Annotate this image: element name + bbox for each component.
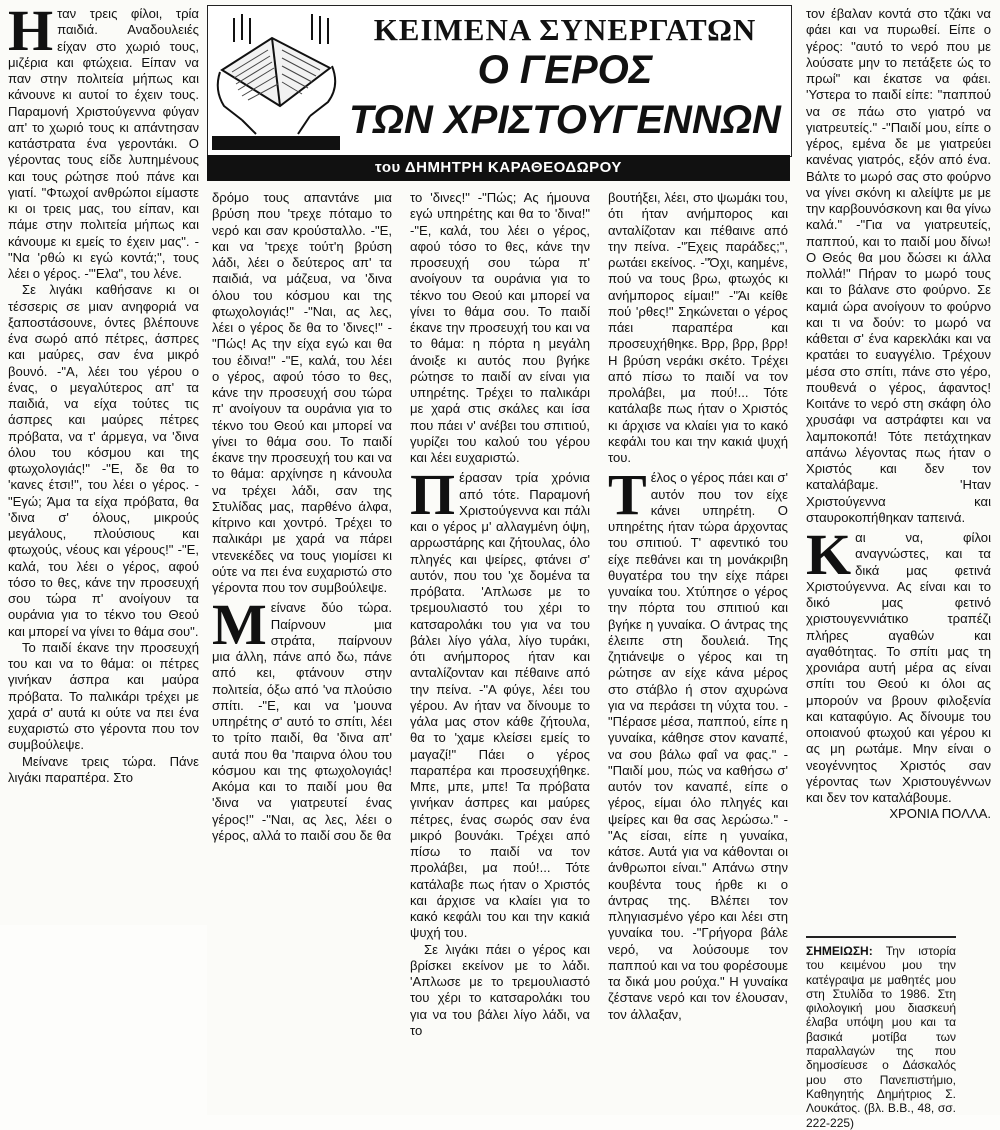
dropcap: Π	[410, 462, 456, 528]
column-2	[212, 190, 392, 844]
paragraph: Μείνανε τρεις τώρα. Πάνε λιγάκι παραπέρα. Στο	[8, 753, 199, 785]
article-title-line1: Ο ΓΕΡΟΣ	[477, 48, 653, 92]
article-title-line2: ΤΩΝ ΧΡΙΣΤΟΥΓΕΝΝΩΝ	[349, 98, 781, 142]
note-reference: (βλ. Β.Β., 48, σσ. 222-225)	[806, 1101, 956, 1130]
paragraph: Σε λιγάκι καθήσανε κι οι τέσσερις σε μιαν ανηφοριά να ξαποστάσουνε, όντες βλέπουνε ένα σωρό από πέτρες, άσπρες και μαύρες, σαν ένα μικρό βουνό. -"Α, λέει του γέρου ο ένας, ο μεγαλύτερος απ' τα παιδιά, να είχα τούτες τις άσπρες και μαύρες πέτρες πρόβατα, να τ' άρμεγα, να 'δινα όλου του κόσμου και της φτωχολογιάς!" -"Ε, δε θα το 'κανες έτσι!", του λέει ο γέρος. -"Εγώ; Άμα τα είχα πρόβατα, θα 'δινα σ' όλους, μικρούς μεγάλους, πλούσιους και φτωχούς, νέους και γέρους!" -"Ε, καλά, του λέει ο γέρος, αφού τόσο το θες, κάνε την προσευχή σου τώρα π' ανοίγουν τα ουράνια για το τέκνο του Θεού και μπορεί να γίνει το θάμα σου".	[8, 282, 199, 639]
paragraph: είνανε δύο τώρα. Παίρνουν μια στράτα, παίρνουν μια άλλη, πάνε από δω, πάνε από κει, φτάνουν στην πολιτεία, όξω από 'να πλούσιο σπίτι. -"Ε, και να 'μουνα υπηρέτης σ' αυτό το σπίτι, λέει το τρίτο παιδί, θα 'δινα απ' αυτά που θα 'παιρνα όλου του κόσμου και της φτωχολογιάς! Ακόμα και το παιδί μου θα 'δινα να γιατρευτεί ένας γέρος!" -"Ναι, ας λες, λέει ο γέρος, αλλά το παιδί σου δε θα	[212, 600, 392, 843]
paragraph: Σε λιγάκι πάει ο γέρος και βρίσκει εκείνον με το λάδι. 'Απλωσε με το τρεμουλιαστό του χέρι το κατσαρολάκι του για να του βάλει λίγο λάδι, να το	[410, 941, 590, 1038]
column-5	[806, 6, 991, 823]
hands-holding-newspaper-icon	[212, 10, 340, 150]
paragraph: βουτήξει, λέει, στο ψωμάκι του, ότι ήταν ανήμπορος και ανταλίζοταν και πέθαινε από την πείνα. -"Έχεις παράδες;", ρωτάει εκείνος. -"Όχι, καημένε, πού να τους βρω, φτωχός κι ανήμπορος είμαι!" -"Άι κείθε πού 'ρθες!" Σηκώνεται ο γέρος πάει παραπέρα και προσευχήθηκε. Βρρ, βρρ, βρρ! Η βρύση νεράκι σκέτο. Τρέχει από πίσω το παιδί να τον προλάβει, μα πού!... Τότε κατάλαβε πως ήταν ο Χριστός κι άρχισε να κλαίει για το κακό κεφάλι του και την κακιά ψυχή του.	[608, 190, 788, 465]
paragraph: ταν τρεις φίλοι, τρία παιδιά. Αναδουλειές είχαν στο χωριό τους, μιζέρια και φτώχεια. Είπαν να παν στην πολιτεία μήπως και κάνουνε κι αυτοί το έχειν τους. Παραμονή Χριστούγεννα φύγαν απ' το χωριό τους κι απάντησαν κατάστρατα ένα γεροντάκι. Ο γέροντας τους είδε λυπημένους και τους ρώτησε πού πάνε και γιατί. "Φτωχοί ανθρώποι είμαστε κι οι τρεις μας, του είπαν, και πάμε στην πολιτεία μήπως και κάνουμε κι εμείς το έχειν μας". -"Να 'ρθώ κι εγώ κοντά;", τους λέει ο γέρος. -"'Ελα", του λένε.	[8, 6, 199, 281]
paragraph: τον έβαλαν κοντά στο τζάκι να φάει και να πυρωθεί. Είπε ο γέρος: "αυτό το νερό που με λούσατε μην το πετάξετε ώς το πρωί" και έκατσε να φάει. 'Υστερα το παιδί είπε: "παππού να σε πάω στο γιατρό να γιατρευτείς." -"Παιδί μου, είπε ο γέρος, εμένα δε με γιατρεύει κανένας γιατρός, εξόν από ένα. Βάλτε το μωρό σας στο φούρνο να γίνει σκόνη κι αλείψτε με με την καρβουνόσκονη και θα γίνω καλά." -"Για να γιατρευτείς, παππού, και το παιδί μου δίνω! Ο Θεός θα μου δώσει κι άλλα πολλά!" Πήραν το μωρό τους και το βάλανε στο φούρνο. Σε καμιά ώρα ανοίγουν το φούρνο και τι να δούν: το μωρό να κάθεται σ' ένα καρεκλάκι και να κρατάει το ευαγγέλιο. Τρέχουν μέσα στο σπίτι, πάνε στο γέρο, πουθενά ο γέρος, άφαντος! Κοιτάνε το νερό στη σκάφη όλο χρυσάφι να αστράφτει και να λαμποκοπά! Τότε πετάχτηκαν απάνω λέγοντας πως ήταν ο Χριστός και δεν τον καταλάβαμε. 'Ηταν Χριστούγεννα και σταυροκοπήθηκαν ταπεινά.	[806, 6, 991, 525]
dropcap: Μ	[212, 592, 267, 658]
sign-off: ΧΡΟΝΙΑ ΠΟΛΛΑ.	[889, 806, 991, 822]
paragraph: έρασαν τρία χρόνια από τότε. Παραμονή Χριστούγεννα και πάλι και ο γέρος μ' αλλαγμένη όψη, αρρωστάρης και ζήτουλας, όλο πληγές και ψείρες, φτάνει σ' αυτόν, που του 'χε δομένα τα πρόβατα. 'Απλωσε με το τρεμουλιαστό του χέρι το κατσαρολάκι του για να του βάλει λίγο γάλα, λίγο τυράκι, ότι ανήμπορος ήταν και ανταλίζονταν και πέθαινε από την πείνα. -"Α φύγε, λέει του γέρου. Αν ήταν να δίνουμε το γάλα μας στον κάθε ζήτουλα, θα το 'χαμε κλείσει εμείς το μαγαζί!" Πάει ο γέρος παραπέρα και προσευχήθηκε. Μπε, μπε, μπε! Τα πρόβατα γινήκαν άσπρες και μαύρες πέτρες, ένας σωρός σαν ένα μικρό βουνάκι. Τρέχει από πίσω το παιδί να τον προλάβει, μα πού!... Τότε κατάλαβε πως ήταν ο Χριστός και άρχισε να κλαίει για το κακό κεφάλι του και την κακιά ψυχή του.	[410, 470, 590, 941]
author-note	[806, 944, 956, 1130]
note-text: Την ιστορία του κειμένου μου την κατέγραψα με μαθητές μου στη Στυλίδα το 1986. Στη φιλολογική μου διασκευή έλαβα υπόψη μου και τα βασικά μοτίβα των παραλλαγών της που δημοσίευσε ο Δάσκαλός μου στο Πανεπιστήμιο, Καθηγητής Δημήτριος Σ. Λουκάτος.	[806, 944, 956, 1116]
column-4	[608, 190, 788, 1023]
dropcap: Τ	[608, 462, 647, 528]
paragraph: έλος ο γέρος πάει και σ' αυτόν που τον είχε κάνει υπηρέτη. Ο υπηρέτης ήταν τώρα άρχοντας του σπιτιού. Τ' αφεντικό του είχε πεθάνει και τη μονάκριβη θυγατέρα του την είχε πάρει γυναίκα του. Χτύπησε ο γέρος την πόρτα του σπιτιού και βγήκε η γυναίκα. Ο άντρας της έλειπε στη δουλειά. Της ζητιάνεψε ο γέρος και τη ρώτησε αν είχε κάνα μέρος στο στάβλο ή στον αχυρώνα για να περάσει τη νύχτα του. -"Πέρασε μέσα, παππού, είπε η γυναίκα, κάθησε στον καναπέ, να σου βάλω φαΐ να φας." -"Παιδί μου, πώς να καθήσω σ' αυτόν τον καναπέ, είπε ο γέρος, είμαι όλο πληγές και ψείρες και θα σας λερώσω." -"Ας είσαι, είπε η γυναίκα, κάτσε. Αυτά για να κάθονται οι άνθρωποι είναι." Απάνω στην κουβέντα τους ήρθε κι ο άντρας της. Βλέπει τον πληγιασμένο γέρο και λέει στη γυναίκα του. -"Γρήγορα βάλε νερό, να λούσουμε τον παππού και να του φορέσουμε τα δικά μου ρούχα." Η γυναίκα ζέστανε νερό και τον έλουσαν, τον άλλαξαν,	[608, 470, 788, 1022]
dropcap: Η	[8, 0, 54, 63]
note-label: ΣΗΜΕΙΩΣΗ:	[806, 944, 873, 958]
byline: του ΔΗΜΗΤΡΗ ΚΑΡΑΘΕΟΔΩΡΟΥ	[207, 155, 790, 181]
paragraph: το 'δινες!" -"Πώς; Ας ήμουνα εγώ υπηρέτης και θα το 'δινα!" -"Ε, καλά, του λέει ο γέρος, αφού τόσο το θες, κάνε την προσευχή σου τώρα π' ανοίγουν τα ουράνια για το τέκνο του Θεού και μπορεί να γίνει το θάμα σου. Το παιδί έκανε την προσευχή του και να το θάμα: η πόρτα η μεγάλη άνοιξε κι αυτός που βγήκε ρώτησε το παιδί αν είναι για υπηρέτης. Τρέχει το παλικάρι με χαρά στις σκάλες και ίσα που πάει ν' ανέβει του σπιτιού, γυρίζει του καλού του γέρου και λέει ευχαριστώ.	[410, 190, 590, 465]
paragraph: δρόμο τους απαντάνε μια βρύση που 'τρεχε πόταμο το νερό και σαν κρούσταλλο. -"Ε, και να 'τρεχε τούτ'η βρύση λάδι, λέει ο δεύτερος απ' τα παιδιά, να μάζευα, να 'δινα όλου του κόσμου και της φτωχολογιάς!" -"Ναι, ας λες, λέει ο γέρος δε θα το 'δινες!" -"Πώς! Ας την είχα εγώ και θα του έδινα!" -"Ε, καλά, του λέει ο γέρος, αφού τόσο το θες, κάνε την προσευχή σου τώρα π' ανοίγουν τα ουράνια για το τέκνο του Θεού και μπορεί να γίνει το θάμα σου. Το παιδί έκανε την προσευχή του και να το θάμα: αρχίνησε η κάνουλα να τρέχει λάδι, σαν της Στυλίδας μας, παρθένο άλφα, κίτρινο και χοντρό. Τρέχει το παλικάρι με χαρά να πάρει ντενεκέδες να τους γιομίσει κι ούτε να πει ένα ευχαριστώ στο γέροντα που τον συμβούλεψε.	[212, 190, 392, 595]
column-3	[410, 190, 590, 1039]
paragraph: αι να, φίλοι αναγνώστες, και τα δικά μας φετινά Χριστούγεννα. Ας είναι και το δικό μας φετινό χριστουγεννιάτικο τραπέζι πλήρες αγαθών και αγαθότητας. Το σπίτι μας τη χρονιάρα αυτή μέρα ας είναι σπίτι του Θεού κι όλοι ας μπορούν να βρουν φιλοξενία και καταφύγιο. Ας δίνουμε του οποιανού φτωχού και γέρου κι ας μη ρωτάμε. Μην είναι ο νεογέννητος Χριστός σαν γέροντας των Χριστουγέννων και δεν τον καταλάβουμε.	[806, 530, 991, 805]
section-kicker: ΚΕΙΜΕΝΑ ΣΥΝΕΡΓΑΤΩΝ	[373, 12, 757, 47]
paragraph: Το παιδί έκανε την προσευχή του και να το θάμα: οι πέτρες γινήκαν άσπρα και μαύρα πρόβατα. Το παλικάρι τρέχει με χαρά σ' αυτά κι ούτε να πει ένα ευχαριστώ στο γέροντα που τον συμβούλεψε.	[8, 639, 199, 753]
column-1	[8, 0, 199, 786]
note-divider	[806, 936, 956, 938]
dropcap: Κ	[806, 522, 852, 587]
